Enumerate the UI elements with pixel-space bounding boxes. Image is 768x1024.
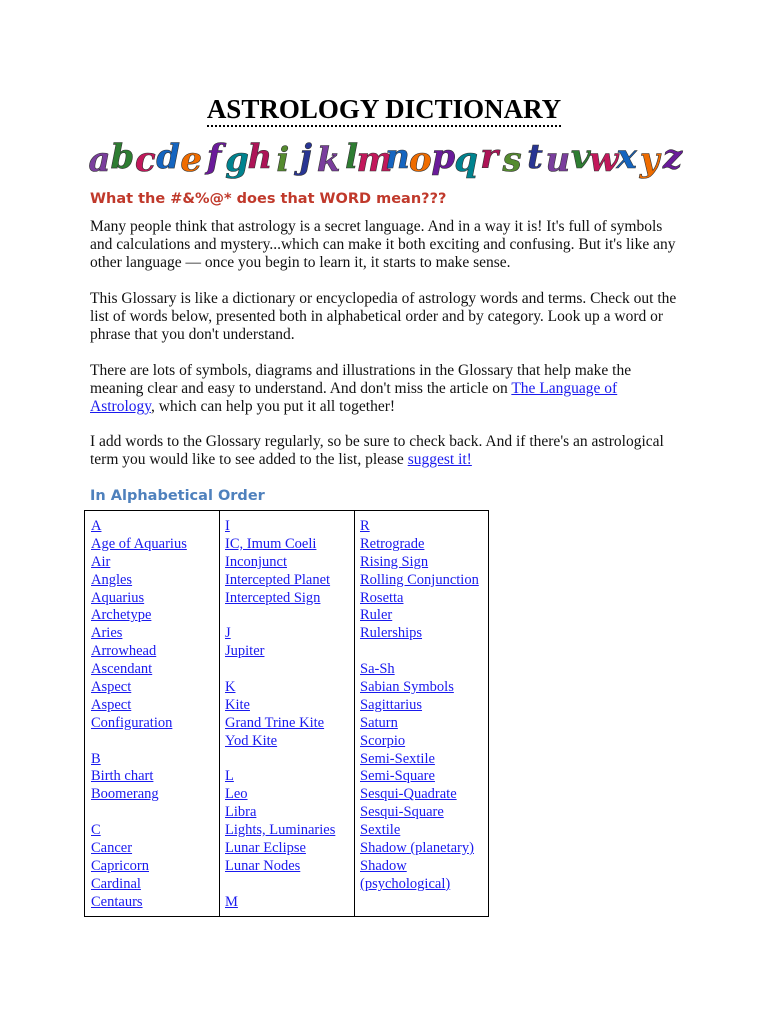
glossary-entry <box>91 768 219 786</box>
banner-letter: p <box>431 138 456 177</box>
glossary-link[interactable]: Aquarius <box>91 589 145 606</box>
banner-letter: v <box>570 138 591 177</box>
spacer <box>91 804 219 822</box>
glossary-entry <box>360 697 484 715</box>
suggest-it-link[interactable]: suggest it! <box>407 451 472 468</box>
glossary-entry <box>91 518 219 536</box>
glossary-link[interactable]: M <box>225 893 238 910</box>
glossary-link[interactable]: Rosetta <box>360 589 404 606</box>
glossary-link[interactable]: I <box>225 518 230 534</box>
glossary-entry <box>360 607 484 625</box>
glossary-link[interactable]: Configuration <box>91 714 173 731</box>
glossary-entry <box>225 554 355 572</box>
glossary-entry <box>360 590 484 608</box>
glossary-entry <box>360 572 484 590</box>
glossary-entry <box>225 840 355 858</box>
paragraph-text: I add words to the Glossary regularly, so be sure to check back. And if there's an astrological term you would like to see added to the list, please <box>90 433 664 468</box>
glossary-entry <box>225 894 355 912</box>
banner-letter: e <box>180 140 203 180</box>
language-of-astrology-link[interactable]: The Language of Astrology <box>90 380 618 415</box>
intro-paragraph-1: Many people think that astrology is a secret language. And in a way it is! It's full of symbols and calculations and mystery...which can make it both exciting and confusing. But it's like any other language — once you begin to learn it, it starts to make sense. <box>90 218 676 271</box>
glossary-entry <box>91 625 219 643</box>
glossary-link[interactable]: Intercepted Sign <box>225 589 321 606</box>
spacer <box>225 661 355 679</box>
glossary-entry <box>360 554 484 572</box>
glossary-entry <box>360 679 484 697</box>
glossary-entry <box>225 804 355 822</box>
banner-letter: d <box>156 138 181 177</box>
glossary-entry <box>225 572 355 590</box>
glossary-link[interactable]: Cardinal <box>91 875 141 892</box>
glossary-link[interactable]: Capricorn <box>91 857 149 874</box>
glossary-entry <box>91 697 219 715</box>
glossary-entry <box>225 733 355 751</box>
glossary-link[interactable]: Inconjunct <box>225 553 288 570</box>
glossary-link[interactable]: Boomerang <box>91 786 159 803</box>
glossary-column-2 <box>225 518 355 912</box>
glossary-link[interactable]: Leo <box>225 786 248 803</box>
glossary-link[interactable]: Shadow (planetary) <box>360 840 474 857</box>
glossary-link[interactable]: Rising Sign <box>360 553 429 570</box>
glossary-table <box>84 510 489 917</box>
banner-letter: n <box>385 138 410 177</box>
column-divider <box>219 511 220 916</box>
glossary-entry <box>91 840 219 858</box>
glossary-entry <box>225 590 355 608</box>
glossary-entry <box>360 625 484 643</box>
banner-letter: t <box>527 138 543 177</box>
glossary-link[interactable]: Semi-Square <box>360 768 435 785</box>
banner-letter: s <box>502 140 522 180</box>
glossary-link[interactable]: Semi-Sextile <box>360 750 435 767</box>
page-title: ASTROLOGY DICTIONARY <box>0 94 768 124</box>
glossary-link[interactable]: Aries <box>91 625 123 642</box>
banner-letter: q <box>454 140 479 180</box>
glossary-link[interactable]: Angles <box>91 571 133 588</box>
glossary-link[interactable]: Sagittarius <box>360 696 423 713</box>
glossary-entry <box>360 840 484 858</box>
glossary-link[interactable]: Sesqui-Quadrate <box>360 786 457 803</box>
glossary-link[interactable]: Scorpio <box>360 732 406 749</box>
banner-letter: y <box>639 140 660 180</box>
glossary-entry <box>360 715 484 733</box>
glossary-link[interactable]: Arrowhead <box>91 643 157 660</box>
glossary-link[interactable]: Lights, Luminaries <box>225 822 336 839</box>
glossary-entry <box>225 679 355 697</box>
glossary-entry <box>360 661 484 679</box>
glossary-entry <box>360 536 484 554</box>
banner-letter: x <box>616 138 637 177</box>
glossary-entry <box>91 894 219 912</box>
glossary-entry <box>360 751 484 769</box>
glossary-entry <box>91 751 219 769</box>
glossary-entry <box>225 786 355 804</box>
banner-letter: m <box>356 140 393 180</box>
glossary-link[interactable]: Sextile <box>360 822 401 839</box>
banner-letter: l <box>345 138 359 177</box>
intro-paragraph-4 <box>90 433 680 469</box>
glossary-link[interactable]: Ruler <box>360 607 393 624</box>
glossary-link[interactable]: L <box>225 768 234 785</box>
glossary-entry <box>91 554 219 572</box>
glossary-link[interactable]: Grand Trine Kite <box>225 714 325 731</box>
glossary-link[interactable]: B <box>91 750 101 767</box>
glossary-link[interactable]: Rulerships <box>360 625 423 642</box>
glossary-entry <box>360 858 484 876</box>
glossary-link[interactable]: Age of Aquarius <box>91 535 187 552</box>
glossary-entry <box>225 822 355 840</box>
glossary-link[interactable]: Sabian Symbols <box>360 679 454 696</box>
glossary-link[interactable]: K <box>225 679 236 696</box>
glossary-entry <box>91 715 219 733</box>
glossary-link[interactable]: J <box>225 625 231 642</box>
banner-letter: w <box>589 140 619 180</box>
glossary-entry <box>91 858 219 876</box>
banner-letter: f <box>206 138 222 177</box>
alphabetical-order-heading: In Alphabetical Order <box>90 488 265 504</box>
glossary-entry <box>91 786 219 804</box>
banner-letter: r <box>480 138 499 177</box>
glossary-column-1 <box>91 518 219 912</box>
glossary-link[interactable]: A <box>91 518 102 534</box>
spacer <box>225 751 355 769</box>
banner-letter: b <box>110 138 135 177</box>
spacer <box>225 876 355 894</box>
paragraph-text: , which can help you put it all together! <box>151 398 396 415</box>
glossary-entry <box>360 786 484 804</box>
banner-letter: k <box>316 140 341 180</box>
banner-letter: z <box>662 138 683 177</box>
banner-letter: g <box>225 140 249 180</box>
glossary-link[interactable]: Sesqui-Square <box>360 804 444 821</box>
glossary-link[interactable]: Jupiter <box>225 643 265 660</box>
glossary-link[interactable]: Lunar Eclipse <box>225 840 306 857</box>
banner-letter: o <box>409 140 432 180</box>
glossary-link[interactable]: Cancer <box>91 840 133 857</box>
glossary-link[interactable]: C <box>91 822 101 839</box>
glossary-entry <box>360 876 484 894</box>
alphabet-banner <box>88 138 684 180</box>
glossary-column-3 <box>360 518 484 894</box>
glossary-entry <box>91 643 219 661</box>
glossary-entry <box>91 607 219 625</box>
glossary-entry <box>91 572 219 590</box>
glossary-link[interactable]: Sa-Sh <box>360 661 395 678</box>
glossary-entry <box>225 518 355 536</box>
glossary-entry <box>91 876 219 894</box>
glossary-link[interactable]: R <box>360 518 370 534</box>
glossary-link[interactable]: Saturn <box>360 714 398 731</box>
paragraph-text: There are lots of symbols, diagrams and illustrations in the Glossary that help make the meaning clear and easy to understand. And don't miss the article on <box>90 362 632 397</box>
glossary-link[interactable]: Shadow <box>360 857 407 874</box>
glossary-entry <box>360 733 484 751</box>
glossary-entry <box>225 715 355 733</box>
glossary-link[interactable]: (psychological) <box>360 875 451 892</box>
spacer <box>91 733 219 751</box>
glossary-entry <box>225 625 355 643</box>
banner-letter: h <box>247 138 273 177</box>
glossary-link[interactable]: Yod Kite <box>225 732 278 749</box>
glossary-link[interactable]: Lunar Nodes <box>225 857 301 874</box>
glossary-link[interactable]: Aspect <box>91 679 132 696</box>
glossary-entry <box>360 518 484 536</box>
glossary-link[interactable]: Archetype <box>91 607 152 624</box>
glossary-link[interactable]: Intercepted Planet <box>225 571 331 588</box>
glossary-link[interactable]: Retrograde <box>360 535 425 552</box>
glossary-entry <box>360 822 484 840</box>
section-subhead: What the #&%@* does that WORD mean??? <box>90 191 447 207</box>
glossary-link[interactable]: Rolling Conjunction <box>360 571 479 588</box>
banner-letter: i <box>276 140 290 180</box>
glossary-link[interactable]: Centaurs <box>91 893 143 910</box>
banner-letter: a <box>88 140 111 180</box>
glossary-link[interactable]: Kite <box>225 696 250 713</box>
glossary-entry <box>91 679 219 697</box>
spacer <box>360 643 484 661</box>
glossary-link[interactable]: Aspect <box>91 696 132 713</box>
glossary-entry <box>225 643 355 661</box>
glossary-link[interactable]: Birth chart <box>91 768 154 785</box>
glossary-link[interactable]: Libra <box>225 804 257 821</box>
banner-letter: c <box>134 140 156 180</box>
banner-letter: j <box>299 138 312 177</box>
glossary-entry <box>91 536 219 554</box>
glossary-entry <box>225 858 355 876</box>
glossary-link[interactable]: Air <box>91 553 111 570</box>
glossary-link[interactable]: IC, Imum Coeli <box>225 535 317 552</box>
glossary-entry <box>360 768 484 786</box>
glossary-link[interactable]: Ascendant <box>91 661 153 678</box>
glossary-entry <box>225 768 355 786</box>
glossary-entry <box>91 590 219 608</box>
glossary-entry <box>225 536 355 554</box>
glossary-entry <box>225 697 355 715</box>
glossary-entry <box>91 661 219 679</box>
glossary-entry <box>360 804 484 822</box>
intro-paragraph-2: This Glossary is like a dictionary or encyclopedia of astrology words and terms. Check out the list of words below, presented both in alphabetical order and by category. Look up a word or phrase that you don't understand. <box>90 290 677 343</box>
spacer <box>225 607 355 625</box>
intro-paragraph-3 <box>90 362 680 416</box>
banner-letter: u <box>545 140 571 180</box>
glossary-entry <box>91 822 219 840</box>
